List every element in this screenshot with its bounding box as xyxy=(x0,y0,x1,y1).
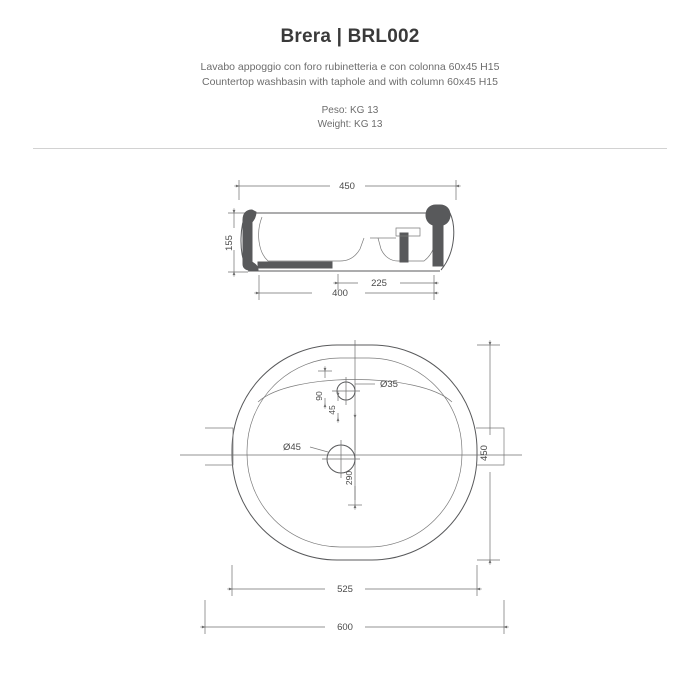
dim-label-525: 525 xyxy=(337,584,353,595)
side-section-view xyxy=(224,180,456,300)
dim-600 xyxy=(205,600,504,634)
weight-english: Weight: KG 13 xyxy=(317,119,383,130)
dim-label-450: 450 xyxy=(339,181,355,192)
dim-label-155: 155 xyxy=(224,235,235,251)
description-english: Countertop washbasin with taphole and with column 60x45 H15 xyxy=(202,76,498,88)
dim-label-600: 600 xyxy=(337,622,353,633)
page-title: Brera | BRL002 xyxy=(280,26,420,47)
dim-label-400: 400 xyxy=(332,288,348,299)
dim-label-290: 290 xyxy=(344,470,354,486)
top-plan-view xyxy=(180,340,522,634)
dim-label-225: 225 xyxy=(371,278,387,289)
dim-label-drain-diameter: Ø45 xyxy=(283,442,301,453)
dim-label-90: 90 xyxy=(314,391,324,401)
description-italian: Lavabo appoggio con foro rubinetteria e con colonna 60x45 H15 xyxy=(200,61,500,73)
weight-italian: Peso: KG 13 xyxy=(321,105,379,116)
dim-525 xyxy=(232,565,477,596)
dim-label-taphole-diameter: Ø35 xyxy=(380,379,398,390)
dim-label-450-height: 450 xyxy=(479,445,490,461)
dim-label-45: 45 xyxy=(327,405,337,415)
